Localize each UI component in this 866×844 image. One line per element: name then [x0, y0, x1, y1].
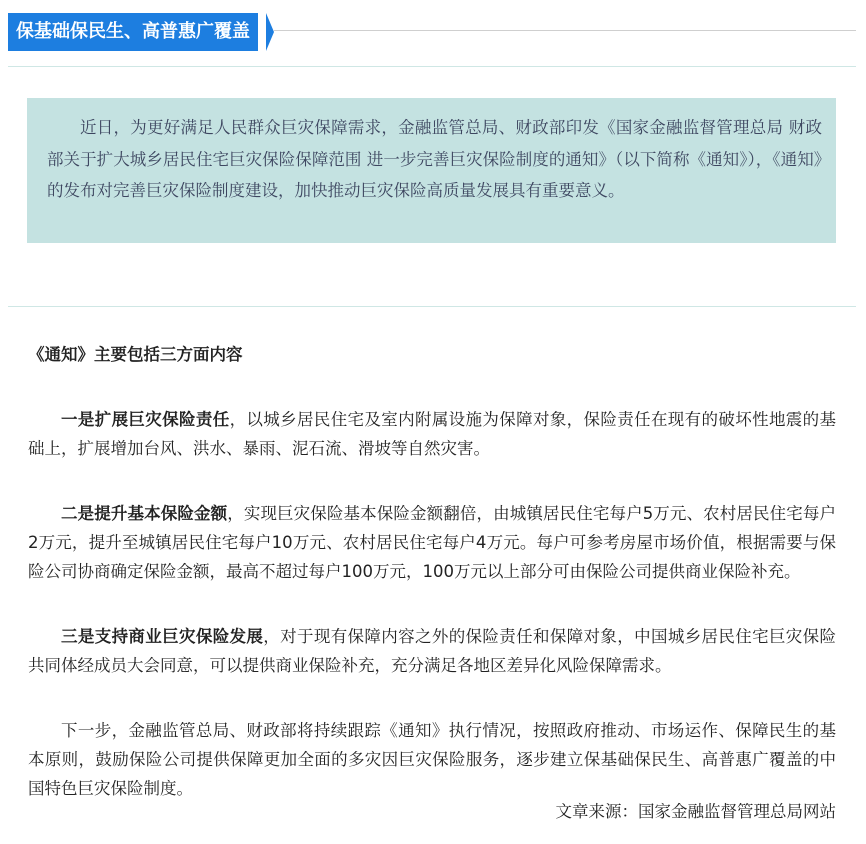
article-heading: 《通知》主要包括三方面内容 — [28, 345, 243, 364]
divider-middle — [8, 306, 856, 307]
paragraph-lead: 一是扩展巨灾保险责任 — [61, 410, 230, 429]
article-paragraph — [28, 499, 836, 586]
section-title: 保基础保民生、高普惠广覆盖 — [8, 13, 258, 51]
intro-callout: 近日，为更好满足人民群众巨灾保障需求，金融监管总局、财政部印发《国家金融监督管理总局 财政部关于扩大城乡居民住宅巨灾保险保障范围 进一步完善巨灾保险制度的通知》（以下简称《通知》），《通知》的发布对完善巨灾保险制度建设，加快推动巨灾保险高质量发展具有重要意义。 — [27, 98, 836, 243]
paragraph-lead: 三是支持商业巨灾保险发展 — [61, 627, 264, 646]
article-body — [28, 340, 836, 803]
paragraph-text: ，以城乡居民住宅及室内附属设施为保障对象，保险责任在现有的破坏性地震的基础上，扩展增加台风、洪水、暴雨、泥石流、滑坡等自然灾害。 — [28, 410, 837, 458]
paragraph-text: ，实现巨灾保险基本保险金额翻倍，由城镇居民住宅每户5万元、农村居民住宅每户2万元，提升至城镇居民住宅每户10万元、农村居民住宅每户4万元。每户可参考房屋市场价值，根据需要与保险公司协商确定保险金额，最高不超过每户100万元，100万元以上部分可由保险公司提供商业保险补充。 — [28, 504, 837, 581]
divider-top — [8, 66, 856, 67]
article-paragraph — [28, 405, 836, 463]
title-arrow-decoration — [266, 13, 274, 51]
paragraph-text: ，对于现有保障内容之外的保险责任和保障对象，中国城乡居民住宅巨灾保险共同体经成员大会同意，可以提供商业保险补充，充分满足各地区差异化风险保障需求。 — [28, 627, 837, 675]
article-paragraph — [28, 622, 836, 680]
closing-paragraph: 下一步，金融监管总局、财政部将持续跟踪《通知》执行情况，按照政府推动、市场运作、保障民生的基本原则，鼓励保险公司提供保障更加全面的多灾因巨灾保险服务，逐步建立保基础保民生、高普惠广覆盖的中国特色巨灾保险制度。 — [28, 721, 836, 798]
title-underline — [274, 30, 856, 31]
article-source: 文章来源：国家金融监督管理总局网站 — [555, 802, 836, 821]
paragraph-lead: 二是提升基本保险金额 — [61, 504, 228, 523]
